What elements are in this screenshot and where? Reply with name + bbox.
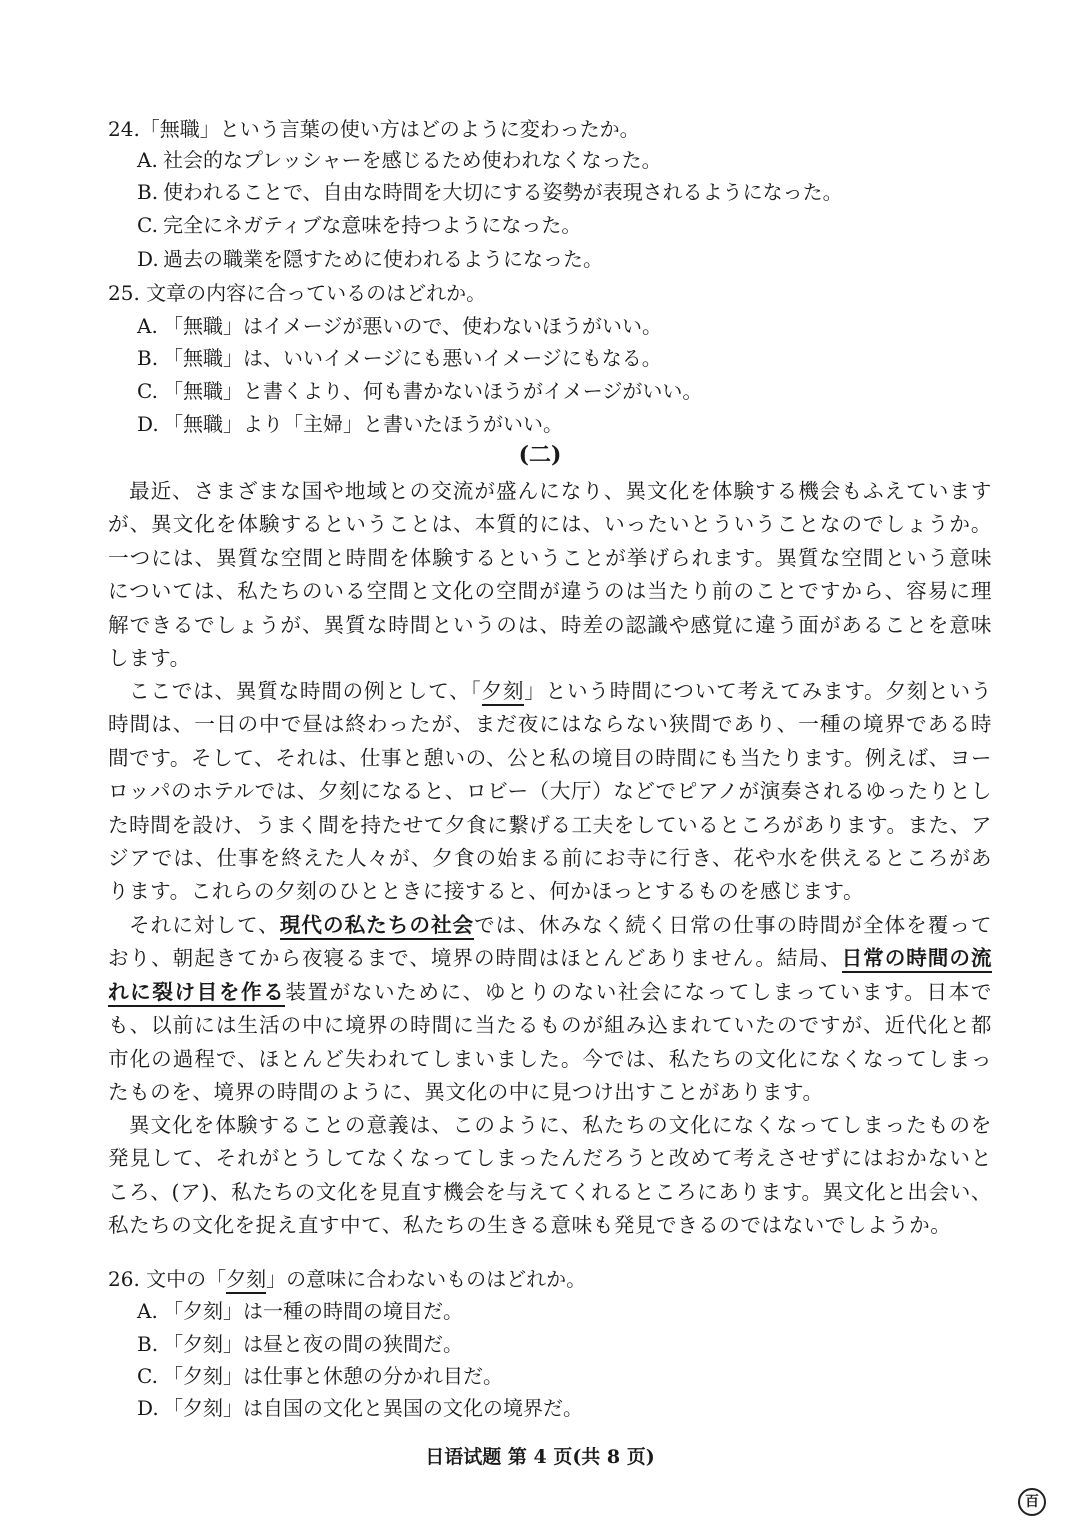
option-text: 完全にネガティブな意味を持つようになった。	[163, 213, 582, 237]
question-24-option-b	[137, 177, 843, 207]
option-text: 「夕刻」は一種の時間の境目だ。	[163, 1299, 463, 1323]
underlined-term-yuukoku: 夕刻	[482, 679, 525, 706]
question-25-option-d	[137, 409, 563, 439]
option-letter: C.	[137, 213, 158, 237]
question-24-option-d	[137, 244, 603, 274]
page-footer: 日语试题 第 4 页(共 8 页)	[425, 1446, 655, 1468]
option-letter: D.	[137, 412, 159, 436]
option-letter: B.	[137, 1332, 159, 1356]
option-letter: C.	[137, 379, 158, 403]
paragraph-text: ここでは、異質な時間の例として、「	[129, 679, 482, 703]
question-24-stem: 24.「無職」という言葉の使い方はどのように変わったか。	[108, 117, 640, 141]
option-letter: D.	[137, 1396, 159, 1420]
option-letter: A.	[137, 148, 158, 172]
option-letter: B.	[137, 346, 159, 370]
stem-text: 」の意味に合わないものはどれか。	[266, 1267, 587, 1291]
question-24-option-c	[137, 210, 581, 240]
passage-paragraph-1: 最近、さまざまな国や地域との交流が盛んになり、異文化を体験する機会もふえていますが、異文化を体験するということは、本質的には、いったいとういうことなのでしょうか。一つには、異質な空間と時間を体験するということが挙げられます。異質な空間という意味については、私たちのいる空間と文化の空間が違うのは当たり前のことですから、容易に理解できるでしょうが、異質な時間というのは、時差の認識や感覚に違う面があることを意味します。	[108, 479, 992, 671]
underlined-term-yuukoku: 夕刻	[226, 1267, 266, 1294]
paragraph-text: 」という時間について考えてみます。夕刻という時間は、一日の中で昼は終わったが、まだ夜にはならない狭間であり、一種の境界である時間です。そして、それは、仕事と憩いの、公と私の境目の時間にも当たります。例えば、ヨーロッパのホテルでは、夕刻になると、ロビー（大厅）などでピアノが演奏されるゆったりとした時間を設け、うまく間を持たせて夕食に繋げる工夫をしているところがあります。また、アジアでは、仕事を終えた人々が、夕食の始まる前にお寺に行き、花や水を供えるところがあります。これらの夕刻のひとときに接すると、何かほっとするものを感じます。	[108, 679, 992, 904]
stem-text: 26. 文中の「	[108, 1267, 227, 1291]
question-26-option-b	[137, 1329, 463, 1359]
paragraph-text: それに対して、	[129, 913, 280, 937]
underlined-phrase-rift: 日常の時間の流れに裂け目を作る	[108, 946, 992, 1006]
question-26-option-d	[137, 1393, 583, 1423]
paragraph-text: では、休みなく続く日常の仕事の時間が全体を覆っており、朝起きてから夜寝るまで、境界の時間はほとんどありません。結局、	[108, 913, 993, 971]
section-title: (二)	[518, 442, 562, 468]
underlined-phrase-modern-society: 現代の私たちの社会	[280, 913, 474, 940]
option-letter: D.	[137, 247, 159, 271]
question-24-option-a	[137, 145, 662, 175]
question-26-option-a	[137, 1296, 463, 1326]
question-25-stem: 25. 文章の内容に合っているのはどれか。	[108, 281, 487, 305]
option-text: 「無職」は、いいイメージにも悪いイメージにもなる。	[163, 346, 662, 370]
option-letter: B.	[137, 180, 159, 204]
question-26-stem	[108, 1264, 586, 1294]
option-letter: C.	[137, 1364, 158, 1388]
option-letter: A.	[137, 314, 158, 338]
option-text: 「夕刻」は仕事と休憩の分かれ目だ。	[163, 1364, 503, 1388]
paragraph-text: 装置がないために、ゆとりのない社会になってしまっています。日本でも、以前には生活の中に境界の時間に当たるものが組み込まれていたのですが、近代化と都市化の過程で、ほとんど失われてしまいました。今では、私たちの文化になくなってしまったものを、境界の時間のように、異文化の中に見つけ出すことがあります。	[108, 979, 992, 1105]
option-text: 「夕刻」は自国の文化と異国の文化の境界だ。	[163, 1396, 583, 1420]
question-25-option-b	[137, 343, 662, 373]
option-text: 「無職」と書くより、何も書かないほうがイメージがいい。	[163, 379, 703, 403]
option-letter: A.	[137, 1299, 158, 1323]
option-text: 「無職」より「主婦」と書いたほうがいい。	[163, 412, 563, 436]
option-text: 「無職」はイメージが悪いので、使わないほうがいい。	[163, 314, 662, 338]
passage-paragraph-3	[108, 909, 992, 1109]
passage-paragraph-2	[108, 675, 992, 909]
option-text: 過去の職業を隠すために使われるようになった。	[163, 247, 603, 271]
option-text: 社会的なプレッシャーを感じるため使われなくなった。	[163, 148, 662, 172]
option-text: 使われることで、自由な時間を大切にする姿勢が表現されるようになった。	[163, 180, 843, 204]
question-26-option-c	[137, 1361, 503, 1391]
question-25-option-c	[137, 376, 702, 406]
question-25-option-a	[137, 311, 662, 341]
option-text: 「夕刻」は昼と夜の間の狭間だ。	[163, 1332, 463, 1356]
passage-paragraph-4: 異文化を体験することの意義は、このように、私たちの文化になくなってしまったものを発見して、それがとうしてなくなってしまったんだろうと改めて考えさせずにはおかないところ、(ア)、私たちの文化を見直す機会を与えてくれるところにあります。異文化と出会い、私たちの文化を捉え直す中て、私たちの生きる意味も発見できるのではないでしようか。	[108, 1113, 992, 1238]
corner-stamp-icon: 百	[1018, 1488, 1046, 1516]
